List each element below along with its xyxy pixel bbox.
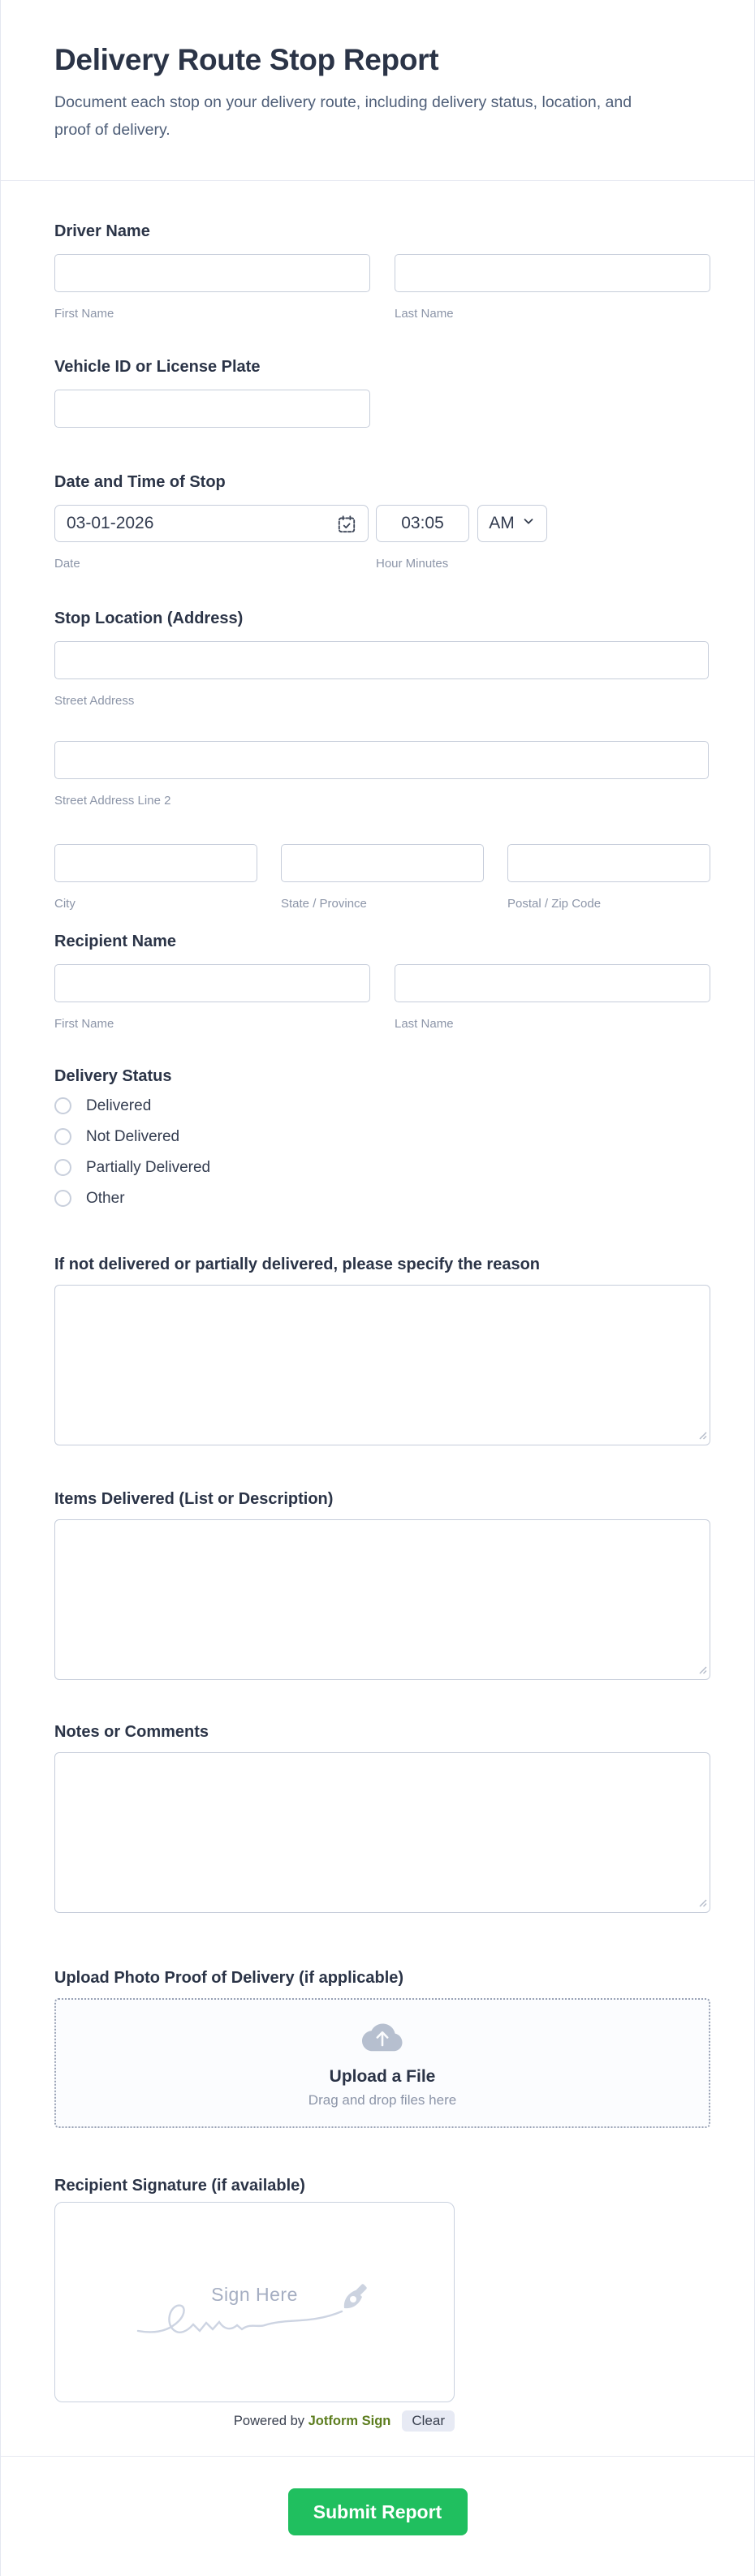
radio-other[interactable]: Other (54, 1190, 709, 1207)
date-time-label: Date and Time of Stop (54, 473, 226, 491)
page-title: Delivery Route Stop Report (54, 43, 439, 76)
clear-signature-button[interactable]: Clear (402, 2410, 455, 2432)
field-upload (54, 1968, 709, 2128)
radio-circle-icon[interactable] (54, 1159, 71, 1176)
driver-last-name-sublabel: Last Name (395, 307, 454, 321)
time-sublabel: Hour Minutes (376, 557, 449, 571)
items-textarea[interactable] (54, 1519, 710, 1680)
driver-first-name-input[interactable] (54, 254, 370, 292)
stop-location-label: Stop Location (Address) (54, 610, 244, 627)
calendar-icon[interactable] (336, 514, 357, 540)
form-footer (1, 2456, 754, 2576)
street-address2-sublabel: Street Address Line 2 (54, 794, 171, 808)
zip-input[interactable] (507, 844, 710, 882)
driver-name-label: Driver Name (54, 222, 150, 240)
field-vehicle-id (54, 357, 709, 428)
cloud-upload-icon (361, 2022, 403, 2057)
jotform-sign-brand: Jotform Sign (308, 2413, 391, 2428)
form-subtitle-line1: Document each stop on your delivery route, including delivery status, location, and (54, 93, 632, 111)
field-notes (54, 1722, 709, 1917)
reason-textarea[interactable] (54, 1285, 710, 1445)
upload-hint: Drag and drop files here (308, 2092, 457, 2108)
driver-last-name-input[interactable] (395, 254, 710, 292)
upload-label: Upload Photo Proof of Delivery (if applicable) (54, 1969, 404, 1987)
recipient-last-name-sublabel: Last Name (395, 1017, 454, 1031)
form-body (1, 181, 754, 2456)
signature-pen-icon (333, 2279, 373, 2324)
sign-here-placeholder: Sign Here (211, 2284, 298, 2305)
field-items (54, 1489, 709, 1684)
state-input[interactable] (281, 844, 484, 882)
form-subtitle-line2: proof of delivery. (54, 121, 170, 139)
signature-pad[interactable] (54, 2202, 455, 2402)
recipient-first-name-input[interactable] (54, 964, 370, 1002)
ampm-value: AM (489, 514, 515, 532)
state-sublabel: State / Province (281, 897, 367, 911)
field-delivery-status (54, 1066, 709, 1207)
notes-textarea[interactable] (54, 1752, 710, 1913)
notes-label: Notes or Comments (54, 1723, 209, 1741)
radio-circle-icon[interactable] (54, 1190, 71, 1207)
form-header (1, 0, 754, 181)
chevron-down-icon (521, 514, 536, 533)
file-dropzone[interactable] (54, 1998, 710, 2128)
field-signature (54, 2176, 709, 2432)
time-value: 03:05 (401, 514, 444, 532)
form-subtitle (54, 88, 696, 144)
date-value: 03-01-2026 (67, 514, 154, 532)
street-address-sublabel: Street Address (54, 694, 135, 708)
recipient-first-name-sublabel: First Name (54, 1017, 114, 1031)
vehicle-id-label: Vehicle ID or License Plate (54, 358, 261, 376)
field-recipient-name (54, 932, 709, 1032)
recipient-last-name-input[interactable] (395, 964, 710, 1002)
field-date-time (54, 472, 709, 571)
items-label: Items Delivered (List or Description) (54, 1490, 334, 1508)
signature-label: Recipient Signature (if available) (54, 2177, 305, 2195)
city-input[interactable] (54, 844, 257, 882)
vehicle-id-input[interactable] (54, 390, 370, 428)
signature-footer (54, 2410, 455, 2432)
radio-partially-delivered[interactable]: Partially Delivered (54, 1159, 709, 1176)
submit-report-button[interactable]: Submit Report (288, 2488, 468, 2535)
radio-circle-icon[interactable] (54, 1128, 71, 1145)
field-stop-location (54, 609, 709, 911)
radio-circle-icon[interactable] (54, 1097, 71, 1114)
street-address2-input[interactable] (54, 741, 709, 779)
time-input[interactable] (376, 505, 469, 542)
field-reason (54, 1255, 709, 1450)
ampm-select[interactable] (477, 505, 547, 542)
driver-first-name-sublabel: First Name (54, 307, 114, 321)
recipient-name-label: Recipient Name (54, 933, 177, 950)
signature-squiggle-icon (136, 2298, 343, 2341)
delivery-status-label: Delivery Status (54, 1067, 172, 1085)
powered-by-text: Powered by Jotform Sign (233, 2413, 391, 2428)
upload-button-text: Upload a File (329, 2067, 436, 2086)
zip-sublabel: Postal / Zip Code (507, 897, 602, 911)
field-driver-name (54, 222, 709, 321)
city-sublabel: City (54, 897, 76, 911)
date-input[interactable] (54, 505, 369, 542)
radio-delivered[interactable]: Delivered (54, 1097, 709, 1114)
date-sublabel: Date (54, 557, 80, 571)
street-address-input[interactable] (54, 641, 709, 679)
reason-label: If not delivered or partially delivered, please specify the reason (54, 1256, 540, 1273)
radio-not-delivered[interactable]: Not Delivered (54, 1128, 709, 1145)
